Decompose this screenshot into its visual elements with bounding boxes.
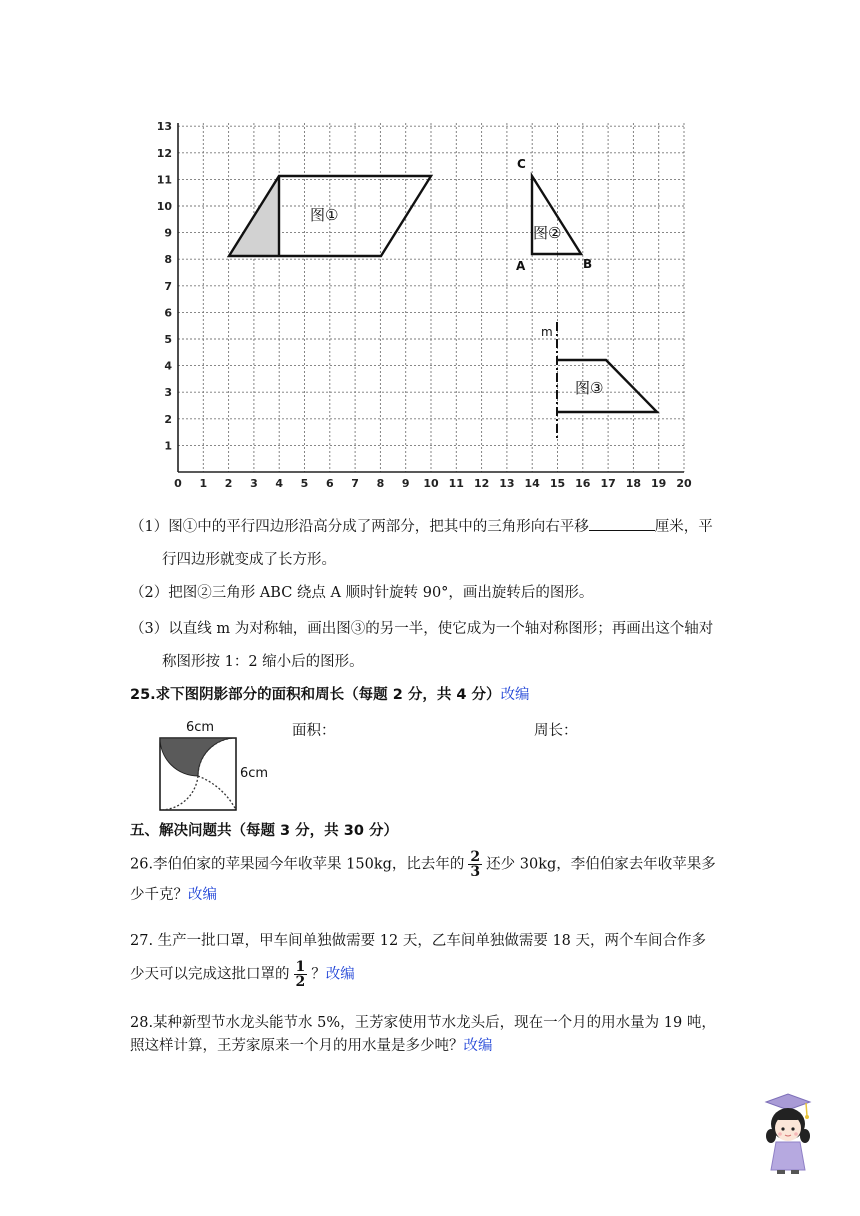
q25-area-label: 面积：: [292, 723, 336, 739]
x-tick-label: 20: [676, 477, 692, 490]
fig2-label: 图②: [533, 224, 562, 242]
q27-frac-den: 2: [295, 974, 306, 990]
q28-edit-link[interactable]: 改编: [463, 1038, 493, 1054]
fig3-half-shape: [557, 360, 657, 412]
x-tick-label: 12: [473, 477, 490, 490]
x-tick-label: 7: [351, 477, 359, 490]
q27-line2: [130, 960, 355, 989]
q26-line1: [130, 850, 716, 879]
q25-title: 25.求下图阴影部分的面积和周长（每题 2 分，共 4 分）: [130, 687, 501, 703]
q28-line2: [130, 1035, 493, 1057]
q26-fraction: [468, 850, 482, 879]
line-m-label: m: [541, 325, 553, 339]
q25-dim-right: 6cm: [240, 766, 269, 781]
x-tick-label: 11: [448, 477, 464, 490]
y-tick-labels: [157, 120, 173, 452]
y-tick-label: 4: [164, 359, 172, 373]
y-tick-label: 6: [164, 306, 172, 320]
y-tick-label: 1: [164, 439, 172, 453]
q24-part1-text-a: （1）图①中的平行四边形沿高分成了两部分，把其中的三角形向右平移: [130, 519, 589, 535]
q26-text-b: 还少 30kg，李伯伯家去年收苹果多: [486, 856, 716, 873]
x-tick-label: 16: [575, 477, 591, 490]
y-tick-label: 12: [156, 146, 172, 160]
q27-edit-link[interactable]: 改编: [325, 966, 355, 983]
fig3-label: 图③: [575, 379, 604, 397]
x-tick-label: 17: [600, 477, 616, 490]
y-tick-label: 3: [164, 386, 172, 400]
x-tick-label: 0: [174, 477, 182, 490]
y-tick-label: 10: [156, 200, 172, 213]
x-tick-label: 14: [524, 477, 540, 490]
q28-text-a: 照这样计算，王芳家原来一个月的用水量是多少吨？: [130, 1038, 464, 1054]
point-c-label: C: [517, 157, 526, 171]
x-tick-label: 9: [401, 477, 410, 490]
x-tick-labels: [174, 477, 692, 490]
q26-line2: [130, 884, 217, 906]
x-tick-label: 5: [300, 477, 309, 490]
q24-answer-blank[interactable]: [589, 516, 655, 531]
q26-text-a: 26.李伯伯家的苹果园今年收苹果 150kg，比去年的: [130, 856, 465, 873]
q24-part2: （2）把图②三角形 ABC 绕点 A 顺时针旋转 90°，画出旋转后的图形。: [130, 585, 594, 601]
x-tick-label: 18: [625, 477, 642, 490]
q27-text-b: ？: [311, 966, 326, 983]
x-tick-label: 3: [250, 477, 258, 490]
q26-text-c: 少千克？: [130, 887, 188, 903]
q25-shaded-figure: [150, 712, 280, 814]
q24-part3-line1: （3）以直线 m 为对称轴，画出图③的另一半，使它成为一个轴对称图形；再画出这个轴对: [130, 621, 714, 637]
q25-dotted-arc-1: [160, 776, 198, 810]
q25-dotted-arc-2: [198, 776, 236, 810]
q26-frac-den: 3: [470, 864, 481, 880]
grid-figure: [150, 115, 695, 500]
q28-line1: 28.某种新型节水龙头能节水 5%，王芳家使用节水龙头后，现在一个月的用水量为 19 吨，: [130, 1015, 716, 1031]
x-tick-label: 10: [423, 477, 439, 490]
q25-dim-top: 6cm: [186, 720, 215, 735]
mortarboard-icon: [766, 1094, 810, 1110]
x-tick-label: 6: [325, 477, 334, 490]
fig2-triangle: [532, 176, 581, 254]
q27-line1: 27. 生产一批口罩，甲车间单独做需要 12 天，乙车间单独做需要 18 天，两个车间合作多: [130, 933, 707, 949]
y-tick-label: 9: [164, 226, 172, 240]
fig1-label: 图①: [310, 206, 339, 224]
y-tick-label: 8: [164, 253, 172, 267]
point-a-label: A: [516, 259, 526, 273]
q26-edit-link[interactable]: 改编: [188, 887, 217, 903]
x-tick-label: 1: [199, 477, 208, 490]
x-tick-label: 19: [651, 477, 667, 490]
q25-perimeter-label: 周长：: [534, 723, 578, 739]
q25-title-row: [130, 684, 530, 706]
q26-frac-num: 2: [470, 849, 481, 865]
q24-part1-line2: 行四边形就变成了长方形。: [162, 552, 336, 568]
q24-part1-line1: [130, 516, 713, 538]
x-tick-label: 2: [224, 477, 233, 490]
y-tick-label: 7: [164, 279, 172, 293]
y-tick-label: 13: [156, 120, 172, 134]
point-b-label: B: [583, 257, 593, 271]
q27-fraction: [294, 960, 308, 989]
y-tick-label: 5: [164, 333, 172, 346]
y-tick-label: 2: [164, 412, 172, 426]
q24-part3-line2: 称图形按 1：2 缩小后的图形。: [162, 654, 364, 670]
x-tick-label: 4: [275, 477, 284, 490]
q27-text-a: 少天可以完成这批口罩的: [130, 966, 290, 983]
y-tick-label: 11: [156, 173, 172, 187]
q25-edit-link[interactable]: 改编: [500, 687, 530, 703]
x-tick-label: 15: [549, 477, 566, 490]
q27-frac-num: 1: [295, 959, 306, 975]
q24-part1-text-b: 厘米，平: [654, 519, 713, 535]
x-tick-label: 8: [376, 477, 385, 490]
graduate-girl-mascot: [760, 1090, 816, 1176]
x-tick-label: 13: [499, 477, 515, 490]
section5-title: 五、解决问题共（每题 3 分，共 30 分）: [130, 823, 398, 839]
